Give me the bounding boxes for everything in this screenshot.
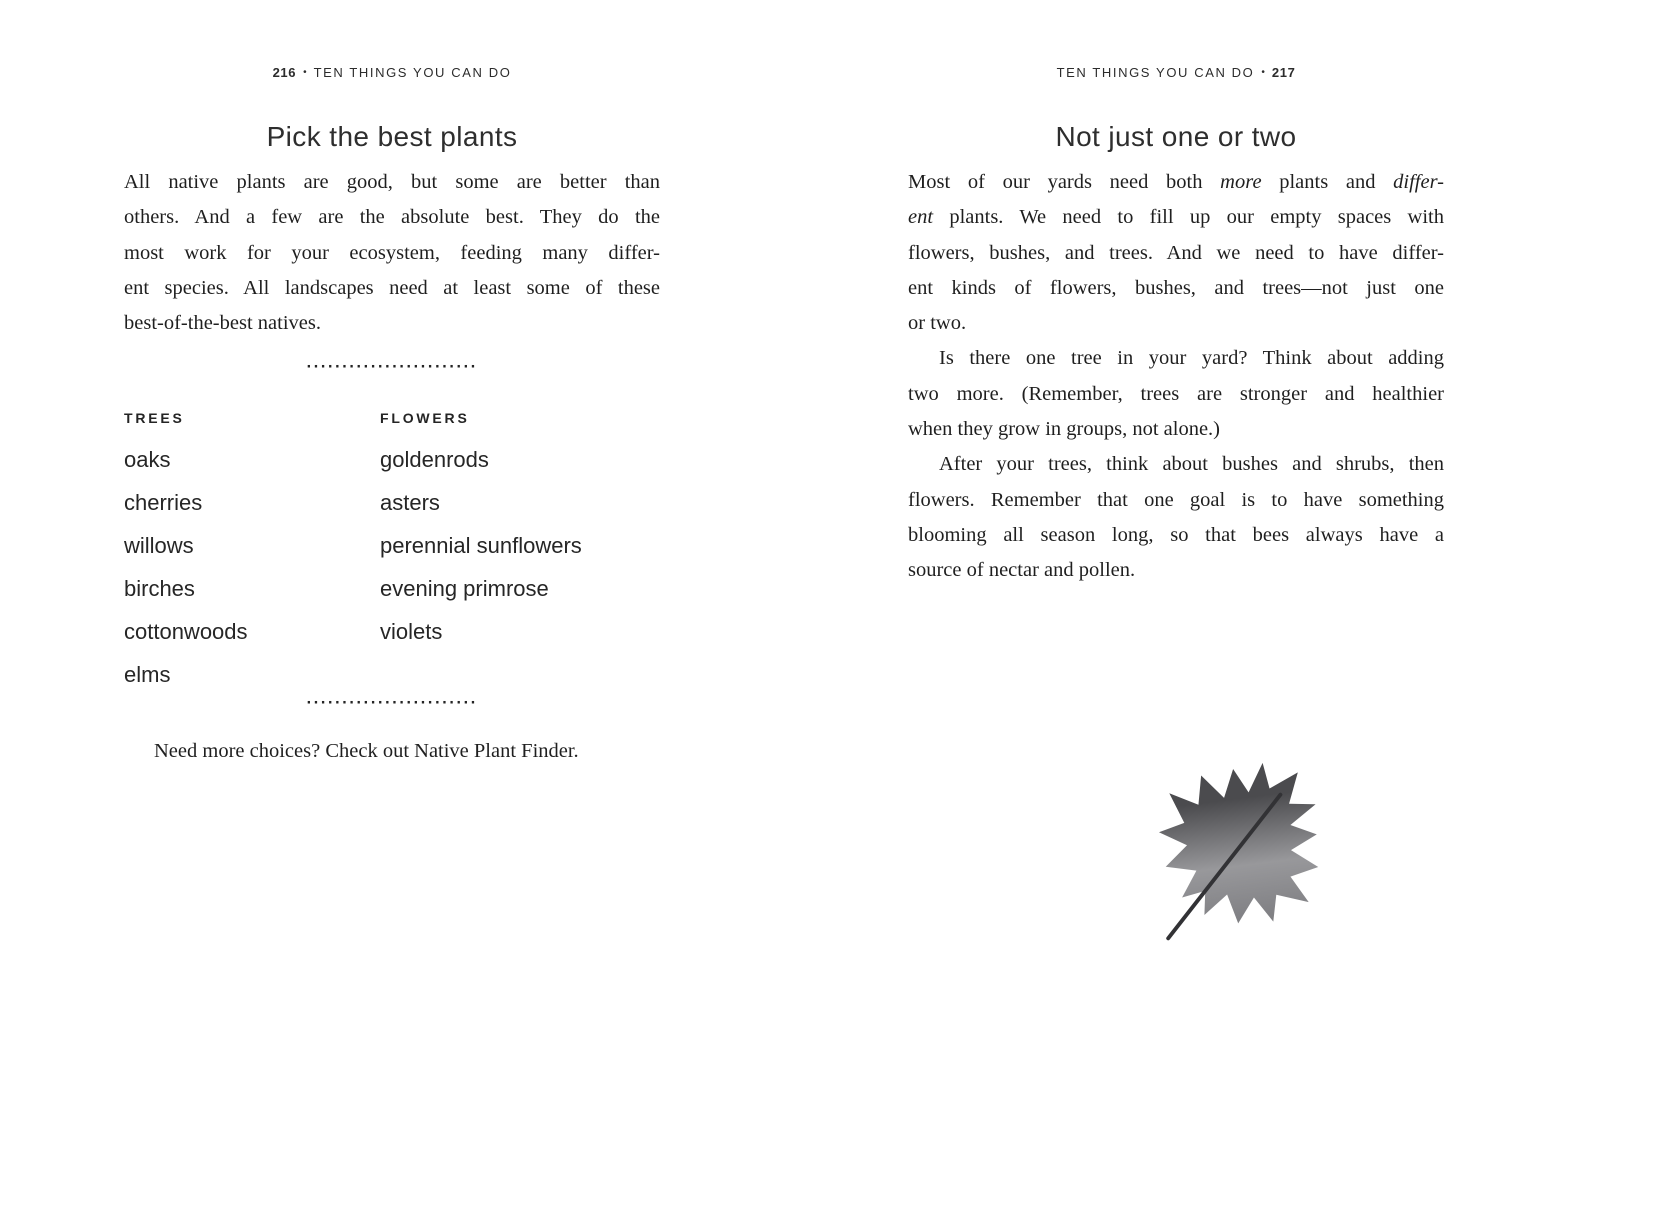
text-line [908,306,1444,341]
text-line [908,200,1444,235]
list-item: evening primrose [380,576,549,601]
header-separator-icon: • [1261,67,1265,78]
dotted-divider-top: ························ [306,360,478,375]
text-run: plants and [1261,171,1394,193]
italic-text-run: ent [908,206,934,229]
page-right [831,0,1662,1224]
running-head-title-right: TEN THINGS YOU CAN DO [1056,65,1255,80]
list-item: cottonwoods [124,619,248,644]
text-line [908,341,1444,376]
list-item: perennial sunflowers [380,533,582,558]
text-line [124,306,660,341]
plant-lists [124,398,660,698]
text-line [124,200,660,235]
text-run: All native plants are good, but some are better than [124,171,660,193]
list-item: oaks [124,447,171,472]
maple-leaf-illustration [1115,738,1363,968]
text-line [124,271,660,306]
text-run: flowers. Remember that one goal is to have something [908,488,1444,511]
italic-text-run: differ- [1393,171,1444,193]
list-item: cherries [124,490,203,515]
text-line [908,553,1444,588]
text-run: Most of our yards need both [908,171,1221,193]
text-line [908,236,1444,271]
text-line [908,377,1444,412]
text-line [908,447,1444,482]
dotted-divider-bottom: ························ [306,696,478,711]
list-column-trees [124,398,380,696]
italic-text-run: more [1220,171,1262,193]
text-run: blooming all season long, so that bees always have a [908,523,1444,546]
text-line [908,165,1444,200]
header-separator-icon: • [303,67,307,78]
running-head-right [908,64,1444,83]
list-header: FLOWERS [380,410,470,426]
native-plant-finder-note: Need more choices? Check out Native Plant Finder. [154,740,579,762]
list-column-flowers [380,398,660,653]
section-heading-left: Pick the best plants [266,121,518,152]
list-item: willows [124,533,194,558]
text-line [908,518,1444,553]
text-run: source of nectar and pollen. [908,559,1136,582]
text-run: best-of-the-best natives. [124,312,321,335]
text-line [124,236,660,271]
text-run: ent kinds of flowers, bushes, and trees—not just one [908,276,1444,299]
running-head-left [124,64,660,83]
intro-paragraph [124,165,660,341]
running-head-title-left: TEN THINGS YOU CAN DO [313,65,512,80]
page-number-right: 217 [1271,65,1296,80]
list-item: violets [380,619,443,644]
list-header: TREES [124,410,185,426]
page-number-left: 216 [272,65,297,80]
text-line [908,412,1444,447]
section-heading-right: Not just one or two [1055,121,1297,152]
text-line [908,271,1444,306]
list-item: goldenrods [380,447,489,472]
text-run: Is there one tree in your yard? Think about adding [939,347,1444,370]
text-line [124,165,660,200]
text-run: After your trees, think about bushes and shrubs, then [939,453,1444,476]
body-paragraphs [908,165,1444,589]
text-run: two more. (Remember, trees are stronger and healthier [908,382,1444,405]
text-run: most work for your ecosystem, feeding many differ- [124,241,660,264]
text-run: or two. [908,312,967,335]
text-run: flowers, bushes, and trees. And we need to have differ- [908,241,1444,264]
text-run: others. And a few are the absolute best. They do the [124,206,660,229]
text-run: plants. We need to fill up our empty spaces with [933,206,1444,229]
text-run: when they grow in groups, not alone.) [908,418,1220,441]
list-item: birches [124,576,195,601]
list-item: elms [124,662,171,687]
list-item: asters [380,490,440,515]
maple-leaf-icon [1115,738,1363,968]
text-line [908,483,1444,518]
text-run: ent species. All landscapes need at least some of these [124,276,660,299]
